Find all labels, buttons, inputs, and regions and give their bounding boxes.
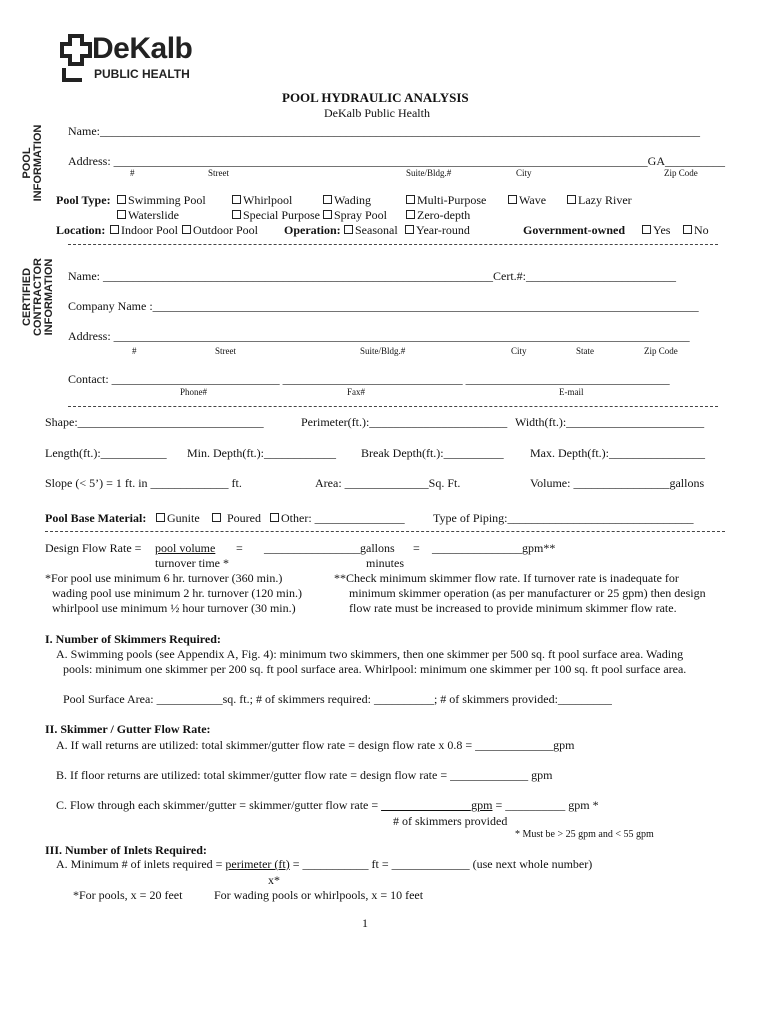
checkbox-spray-pool[interactable]: Spray Pool <box>323 208 387 223</box>
inlets-line[interactable]: A. Minimum # of inlets required = perimeter (ft) = ___________ ft = _____________ (use next whole number) <box>56 857 593 871</box>
hint-fax: Fax# <box>347 387 365 397</box>
wall-returns-line[interactable]: A. If wall returns are utilized: total skimmer/gutter flow rate = design flow rate x 0.8 = _____________gpm <box>56 738 575 752</box>
eq-sign-1: = <box>236 541 243 555</box>
hint-email: E-mail <box>559 387 584 397</box>
volume-field[interactable]: Volume: ________________gallons <box>530 476 705 490</box>
design-flow-label: Design Flow Rate = <box>45 541 142 555</box>
checkbox-indoor-pool[interactable]: Indoor Pool <box>110 223 178 238</box>
c-hint-number: # <box>132 346 137 356</box>
checkbox-wave[interactable]: Wave <box>508 193 546 208</box>
c-hint-street: Street <box>215 346 236 356</box>
checkbox-waterslide[interactable]: Waterslide <box>117 208 179 223</box>
checkbox-swimming-pool[interactable]: Swimming Pool <box>117 193 206 208</box>
c-hint-zip: Zip Code <box>644 346 678 356</box>
turnover-note-1: *For pool use minimum 6 hr. turnover (360 min.) <box>45 571 283 585</box>
skimmer-range-note: * Must be > 25 gpm and < 55 gpm <box>515 829 654 840</box>
company-name-field[interactable]: Company Name :___________________________________________________________________________________________ <box>68 299 699 313</box>
operation-label: Operation: <box>284 223 341 237</box>
turnover-denominator: turnover time * <box>155 556 229 570</box>
area-field[interactable]: Area: ______________Sq. Ft. <box>315 476 461 490</box>
pool-base-label: Pool Base Material: <box>45 511 147 525</box>
hint-street: Street <box>208 168 229 178</box>
divider <box>68 244 718 245</box>
eq-sign-2: = <box>413 541 420 555</box>
section-1-title: I. Number of Skimmers Required: <box>45 632 221 646</box>
c-hint-suite: Suite/Bldg.# <box>360 346 406 356</box>
floor-returns-line[interactable]: B. If floor returns are utilized: total skimmer/gutter flow rate = design flow rate = _____________ gpm <box>56 768 553 782</box>
section-1-line-2: pools: minimum one skimmer per 200 sq. ft pool surface area. Whirlpool: minimum one skimmer per 100 sq. ft pool surface area. <box>63 662 687 676</box>
checkbox-yes[interactable]: Yes <box>642 223 670 238</box>
checkbox-wading[interactable]: Wading <box>323 193 371 208</box>
checkbox-special-purpose[interactable]: Special Purpose <box>232 208 320 223</box>
side-label-contractor-information: CERTIFIED CONTRACTOR INFORMATION <box>21 258 55 337</box>
section-3-title: III. Number of Inlets Required: <box>45 843 207 857</box>
contractor-address-field[interactable]: Address: ________________________________________________________________________________________________ <box>68 329 690 343</box>
divider <box>68 406 718 407</box>
pool-type-label: Pool Type: <box>56 193 111 207</box>
shape-field[interactable]: Shape:_______________________________ <box>45 415 264 429</box>
skimmers-provided-denominator: # of skimmers provided <box>393 814 508 828</box>
piping-field[interactable]: Type of Piping:_______________________________ <box>433 511 694 525</box>
checkbox-gunite[interactable]: Gunite <box>156 511 200 526</box>
hint-number: # <box>130 168 135 178</box>
checkbox-zero-depth[interactable]: Zero-depth <box>406 208 470 223</box>
checkbox-lazy-river[interactable]: Lazy River <box>567 193 632 208</box>
checkbox-no[interactable]: No <box>683 223 709 238</box>
checkbox-whirlpool[interactable]: Whirlpool <box>232 193 292 208</box>
logo-mark-icon <box>60 34 92 82</box>
checkbox-multi-purpose[interactable]: Multi-Purpose <box>406 193 486 208</box>
x-denominator: x* <box>268 873 280 887</box>
width-field[interactable]: Width(ft.):_______________________ <box>515 415 705 429</box>
gallons-blank[interactable]: ________________gallons <box>264 541 395 555</box>
break-depth-field[interactable]: Break Depth(ft.):__________ <box>361 446 504 460</box>
divider <box>45 531 725 532</box>
government-owned-label: Government-owned <box>523 223 625 237</box>
pool-address-field[interactable]: Address: _________________________________________________________________________________________GA__________ <box>68 154 725 168</box>
length-field[interactable]: Length(ft.):___________ <box>45 446 167 460</box>
x-note-wading: For wading pools or whirlpools, x = 10 feet <box>214 888 424 902</box>
pool-volume-numerator: pool volume <box>155 541 216 555</box>
skimmer-count-fields[interactable]: Pool Surface Area: ___________sq. ft.; # of skimmers required: __________; # of skimmers provided:_________ <box>63 692 612 706</box>
pool-name-field[interactable]: Name:____________________________________________________________________________________________________ <box>68 124 700 138</box>
x-note-pools: *For pools, x = 20 feet <box>73 888 183 902</box>
dekalb-logo <box>60 34 220 84</box>
logo-subtitle: PUBLIC HEALTH <box>94 67 190 81</box>
checkbox-seasonal[interactable]: Seasonal <box>344 223 398 238</box>
max-depth-field[interactable]: Max. Depth(ft.):________________ <box>530 446 705 460</box>
perimeter-field[interactable]: Perimeter(ft.):_______________________ <box>301 415 508 429</box>
skimmer-note-3: flow rate must be increased to provide minimum skimmer flow rate. <box>349 601 677 615</box>
page-number: 1 <box>362 916 368 930</box>
flow-per-skimmer-line[interactable]: C. Flow through each skimmer/gutter = skimmer/gutter flow rate = _______________gpm = __________ gpm * <box>56 798 599 812</box>
min-depth-field[interactable]: Min. Depth(ft.):____________ <box>187 446 336 460</box>
checkbox-year-round[interactable]: Year-round <box>405 223 470 238</box>
hint-city: City <box>516 168 532 178</box>
c-hint-state: State <box>576 346 594 356</box>
checkbox-poured[interactable]: Poured <box>212 511 261 526</box>
checkbox-other[interactable]: Other: _______________ <box>270 511 405 526</box>
location-label: Location: <box>56 223 106 237</box>
contractor-name-field[interactable]: Name: _________________________________________________________________Cert.#:_________________________ <box>68 269 676 283</box>
skimmer-note-1: **Check minimum skimmer flow rate. If turnover rate is inadequate for <box>334 571 679 585</box>
form-subtitle: DeKalb Public Health <box>324 106 430 120</box>
contact-field[interactable]: Contact: ____________________________ ______________________________ __________________________________ <box>68 372 670 386</box>
side-label-pool-information: POOL INFORMATION <box>21 124 44 202</box>
logo-name: DeKalb <box>92 32 193 65</box>
form-title: POOL HYDRAULIC ANALYSIS <box>282 90 469 105</box>
slope-field[interactable]: Slope (< 5’) = 1 ft. in _____________ ft. <box>45 476 242 490</box>
checkbox-outdoor-pool[interactable]: Outdoor Pool <box>182 223 258 238</box>
section-1-line-1: A. Swimming pools (see Appendix A, Fig. 4): minimum two skimmers, then one skimmer per 500 sq. ft pool surface area. Wading <box>56 647 684 661</box>
hint-zip: Zip Code <box>664 168 698 178</box>
skimmer-note-2: minimum skimmer operation (as per manufacturer or 25 gpm) then design <box>349 586 706 600</box>
minutes-label: minutes <box>366 556 404 570</box>
c-hint-city: City <box>511 346 527 356</box>
turnover-note-2: wading pool use minimum 2 hr. turnover (120 min.) <box>52 586 302 600</box>
hint-suite: Suite/Bldg.# <box>406 168 452 178</box>
turnover-note-3: whirlpool use minimum ½ hour turnover (30 min.) <box>52 601 296 615</box>
gpm-blank[interactable]: _______________gpm** <box>432 541 556 555</box>
section-2-title: II. Skimmer / Gutter Flow Rate: <box>45 722 211 736</box>
hint-phone: Phone# <box>180 387 207 397</box>
